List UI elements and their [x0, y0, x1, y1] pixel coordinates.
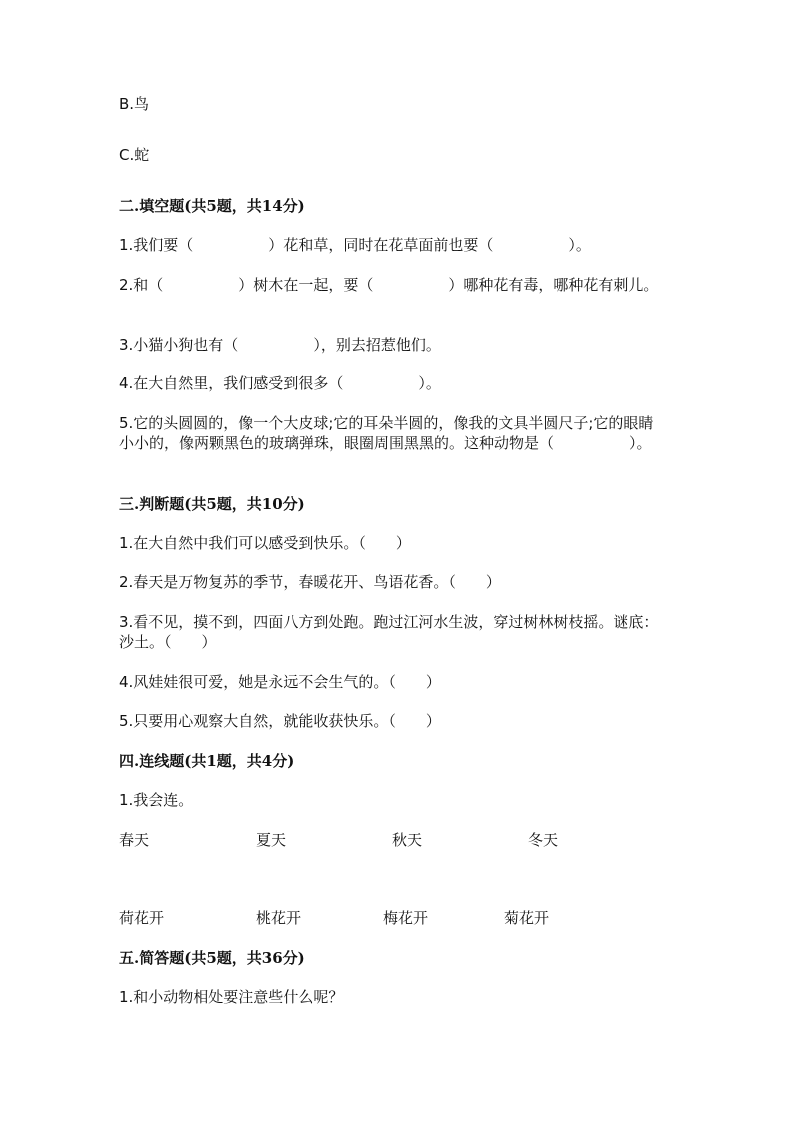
flower-lotus: 荷花开: [119, 909, 165, 927]
flower-chrysanthemum: 菊花开: [504, 909, 550, 927]
judge-question-2: 2.春天是万物复苏的季节，春暖花开、鸟语花香。（ ）: [119, 573, 501, 591]
fill-question-3: 3.小猫小狗也有（ ），别去招惹他们。: [119, 336, 441, 354]
section4-heading: 四.连线题(共1题，共4分): [119, 752, 295, 770]
fill-question-1: 1.我们要（ ）花和草，同时在花草面前也要（ ）。: [119, 236, 591, 254]
season-autumn: 秋天: [392, 831, 423, 849]
judge-question-5: 5.只要用心观察大自然，就能收获快乐。（ ）: [119, 712, 441, 730]
judge-question-4: 4.风娃娃很可爱，她是永远不会生气的。（ ）: [119, 673, 441, 691]
fill-question-4: 4.在大自然里，我们感受到很多（ ）。: [119, 374, 441, 392]
section3-heading: 三.判断题(共5题，共10分): [119, 495, 305, 513]
season-summer: 夏天: [256, 831, 287, 849]
option-b: B.鸟: [119, 95, 150, 113]
judge-question-1: 1.在大自然中我们可以感受到快乐。（ ）: [119, 534, 411, 552]
flower-peach: 桃花开: [256, 909, 302, 927]
section5-heading: 五.简答题(共5题，共36分): [119, 949, 305, 967]
fill-question-5: 5.它的头圆圆的，像一个大皮球;它的耳朵半圆的，像我的文具半圆尺子;它的眼睛小小的，像两颗黑色的玻璃弹珠，眼圈周围黑黑的。这种动物是（ ）。: [119, 414, 654, 452]
short-answer-question-1: 1.和小动物相处要注意些什么呢？: [119, 988, 344, 1006]
flower-plum: 梅花开: [383, 909, 429, 927]
fill-question-2: 2.和（ ）树木在一起，要（ ）哪种花有毒，哪种花有刺儿。: [119, 276, 659, 294]
season-spring: 春天: [119, 831, 150, 849]
option-c: C.蛇: [119, 146, 150, 164]
match-question-1: 1.我会连。: [119, 791, 194, 809]
section2-heading: 二.填空题(共5题，共14分): [119, 197, 305, 215]
judge-question-3: 3.看不见，摸不到，四面八方到处跑。跑过江河水生波，穿过树林树枝摇。谜底：沙土。（ ）: [119, 613, 659, 651]
season-winter: 冬天: [528, 831, 559, 849]
